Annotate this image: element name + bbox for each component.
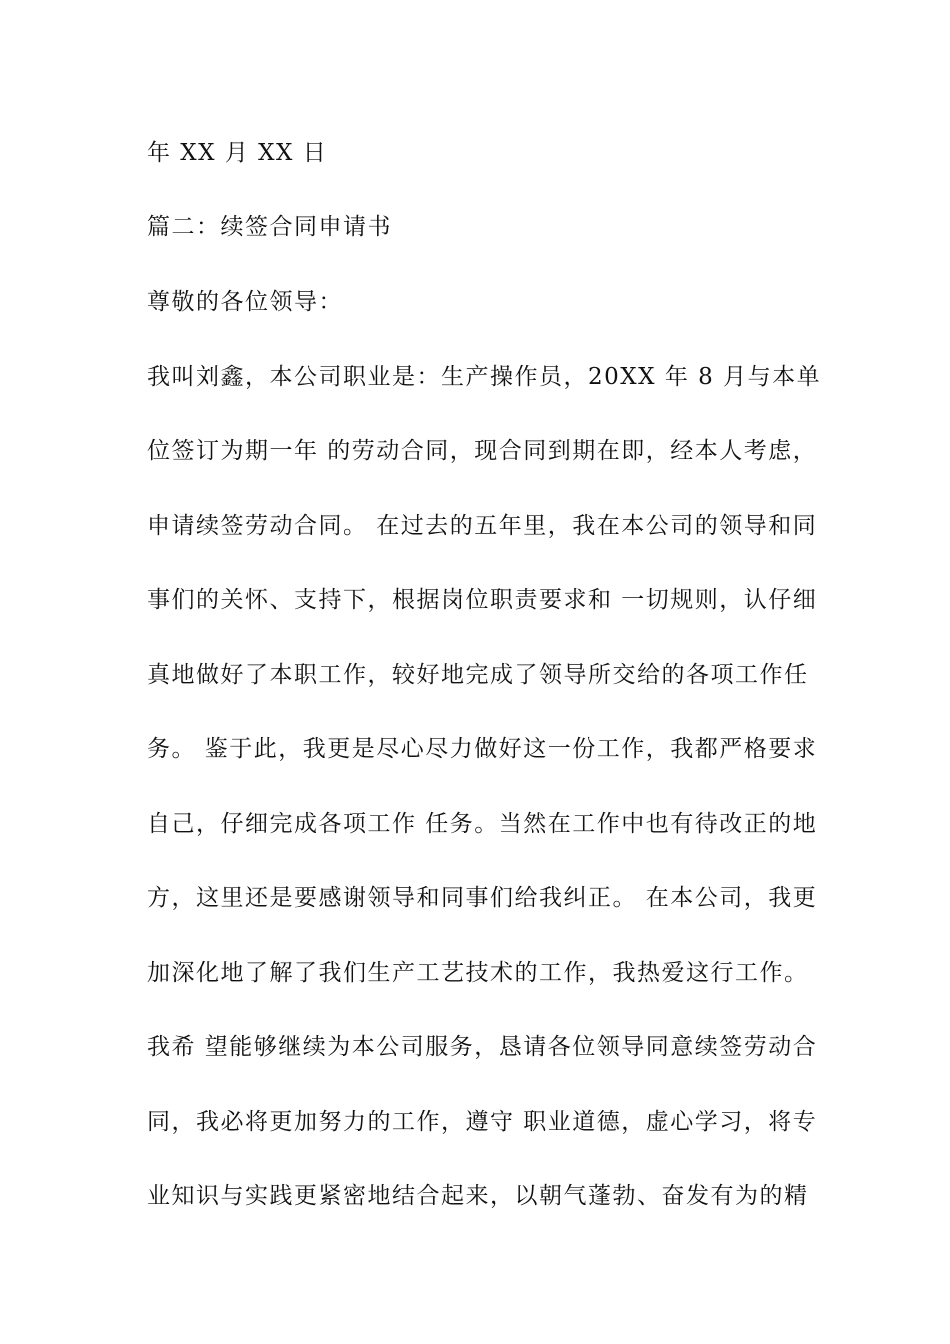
body-line: 方，这里还是要感谢领导和同事们给我纠正。 在本公司，我更 [147, 885, 818, 911]
date-line: 年 XX 月 XX 日 [147, 140, 328, 166]
section-title: 篇二：续签合同申请书 [147, 214, 392, 240]
body-line: 位签订为期一年 的劳动合同，现合同到期在即，经本人考虑， [147, 438, 818, 464]
body-line: 务。 鉴于此，我更是尽心尽力做好这一份工作，我都严格要求 [147, 736, 818, 762]
body-line: 申请续签劳动合同。 在过去的五年里，我在本公司的领导和同 [147, 513, 818, 539]
body-line: 加深化地了解了我们生产工艺技术的工作，我热爱这行工作。 [147, 960, 809, 986]
body-line: 我叫刘鑫，本公司职业是：生产操作员，20XX 年 8 月与本单 [147, 364, 822, 390]
body-line: 自己，仔细完成各项工作 任务。当然在工作中也有待改正的地 [147, 811, 818, 837]
body-line: 真地做好了本职工作，较好地完成了领导所交给的各项工作任 [147, 662, 809, 688]
body-line: 同，我必将更加努力的工作，遵守 职业道德，虚心学习，将专 [147, 1109, 818, 1135]
salutation: 尊敬的各位领导： [147, 289, 343, 315]
body-line: 事们的关怀、支持下，根据岗位职责要求和 一切规则，认仔细 [147, 587, 818, 613]
body-line: 我希 望能够继续为本公司服务，恳请各位领导同意续签劳动合 [147, 1034, 818, 1060]
body-line: 业知识与实践更紧密地结合起来，以朝气蓬勃、奋发有为的精 [147, 1183, 809, 1209]
